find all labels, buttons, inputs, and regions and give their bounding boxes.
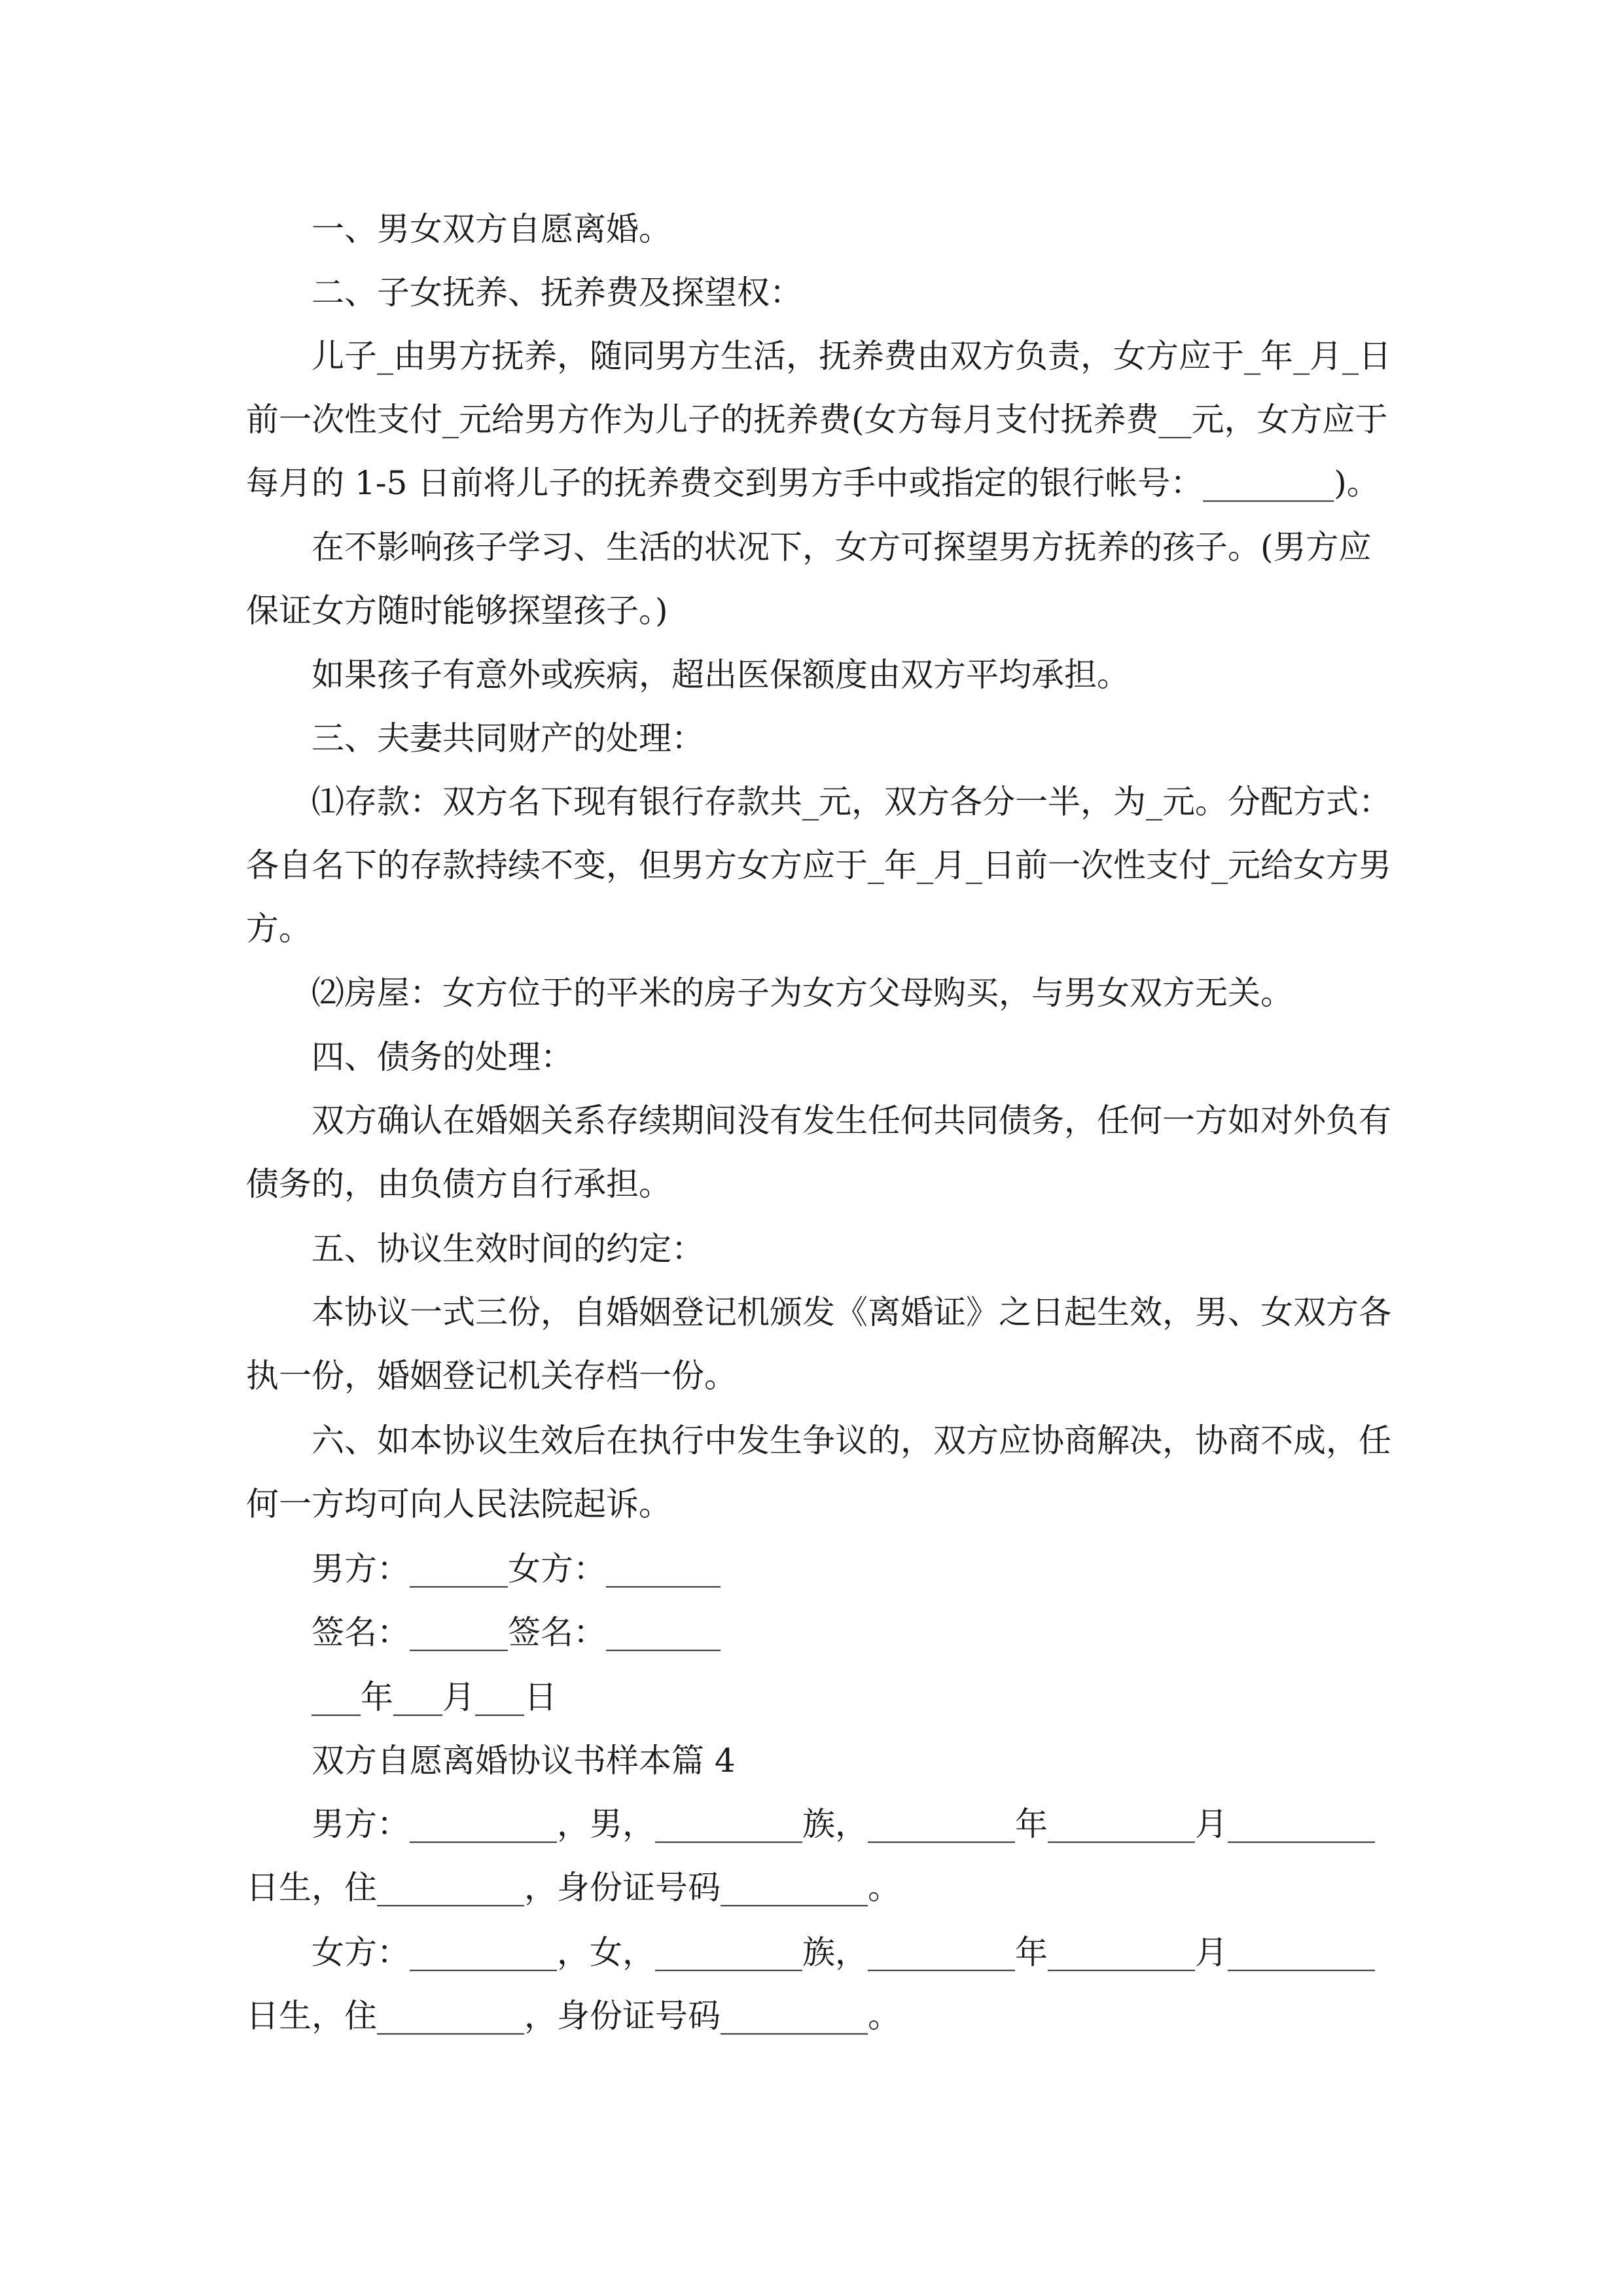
text-line: 日生，住_________，身份证号码_________。 [246,1997,901,2035]
paragraph [246,770,1391,961]
paragraph [246,643,1378,707]
text-line: 男方：_________，男，_________族，_________年_________月_________ [312,1805,1375,1843]
text-line: 方。 [246,910,312,948]
text-line: 二、子女抚养、抚养费及探望权： [312,274,802,312]
section-heading [246,1729,1378,1793]
text-line: 儿子_由男方抚养，随同男方生活，抚养费由双方负责，女方应于_年_月_日 [312,337,1391,375]
text-line: ⑵房屋：女方位于的平米的房子为女方父母购买，与男女双方无关。 [312,974,1293,1012]
text-line: 执一份，婚姻登记机关存档一份。 [246,1357,737,1395]
text-line: 六、如本协议生效后在执行中发生争议的，双方应协商解决，协商不成，任 [312,1422,1391,1460]
text-line: 日生，住_________，身份证号码_________。 [246,1869,901,1907]
text-line: 如果孩子有意外或疾病，超出医保额度由双方平均承担。 [312,656,1130,694]
paragraph [246,261,1378,325]
text-line: 本协议一式三份，自婚姻登记机颁发《离婚证》之日起生效，男、女双方各 [312,1293,1391,1331]
text-line: 各自名下的存款持续不变，但男方女方应于_年_月_日前一次性支付_元给女方男 [246,846,1391,884]
paragraph [246,1089,1391,1216]
paragraph [246,325,1391,515]
paragraph [246,1281,1391,1408]
signature-row-names [246,1537,1378,1601]
text-line: 在不影响孩子学习、生活的状况下，女方可探望男方抚养的孩子。(男方应 [312,528,1372,566]
signature-row-signs [246,1601,1378,1664]
text-line: ___年___月___日 [312,1678,557,1716]
paragraph [246,707,1378,770]
text-line: 双方自愿离婚协议书样本篇 4 [312,1742,736,1780]
text-line: 债务的，由负债方自行承担。 [246,1165,671,1203]
text-line: 五、协议生效时间的约定： [312,1230,704,1268]
paragraph [246,198,1378,261]
text-line: 男方：______女方：_______ [312,1550,721,1588]
text-line: ⑴存款：双方名下现有银行存款共_元，双方各分一半，为_元。分配方式： [312,783,1391,821]
text-line: 四、债务的处理： [312,1038,573,1076]
text-line: 双方确认在婚姻关系存续期间没有发生任何共同债务，任何一方如对外负有 [312,1102,1391,1139]
text-line: 一、男女双方自愿离婚。 [312,210,671,248]
text-line: 何一方均可向人民法院起诉。 [246,1485,671,1523]
paragraph [246,1921,1378,2048]
date-line [246,1666,1378,1729]
text-line: 三、夫妻共同财产的处理： [312,719,704,757]
text-line: 前一次性支付_元给男方作为儿子的抚养费(女方每月支付抚养费__元，女方应于 [246,401,1388,439]
paragraph [246,516,1378,643]
paragraph [246,1409,1391,1536]
paragraph [246,1026,1378,1089]
paragraph [246,1217,1378,1281]
text-line: 保证女方随时能够探望孩子。) [246,592,668,630]
text-line: 每月的 1-5 日前将儿子的抚养费交到男方手中或指定的银行帐号：________)。 [246,464,1380,502]
paragraph [246,1793,1378,1920]
paragraph [246,961,1378,1025]
text-line: 签名：______签名：_______ [312,1613,721,1651]
text-line: 女方：_________，女，_________族，_________年_________月_________ [312,1933,1375,1971]
